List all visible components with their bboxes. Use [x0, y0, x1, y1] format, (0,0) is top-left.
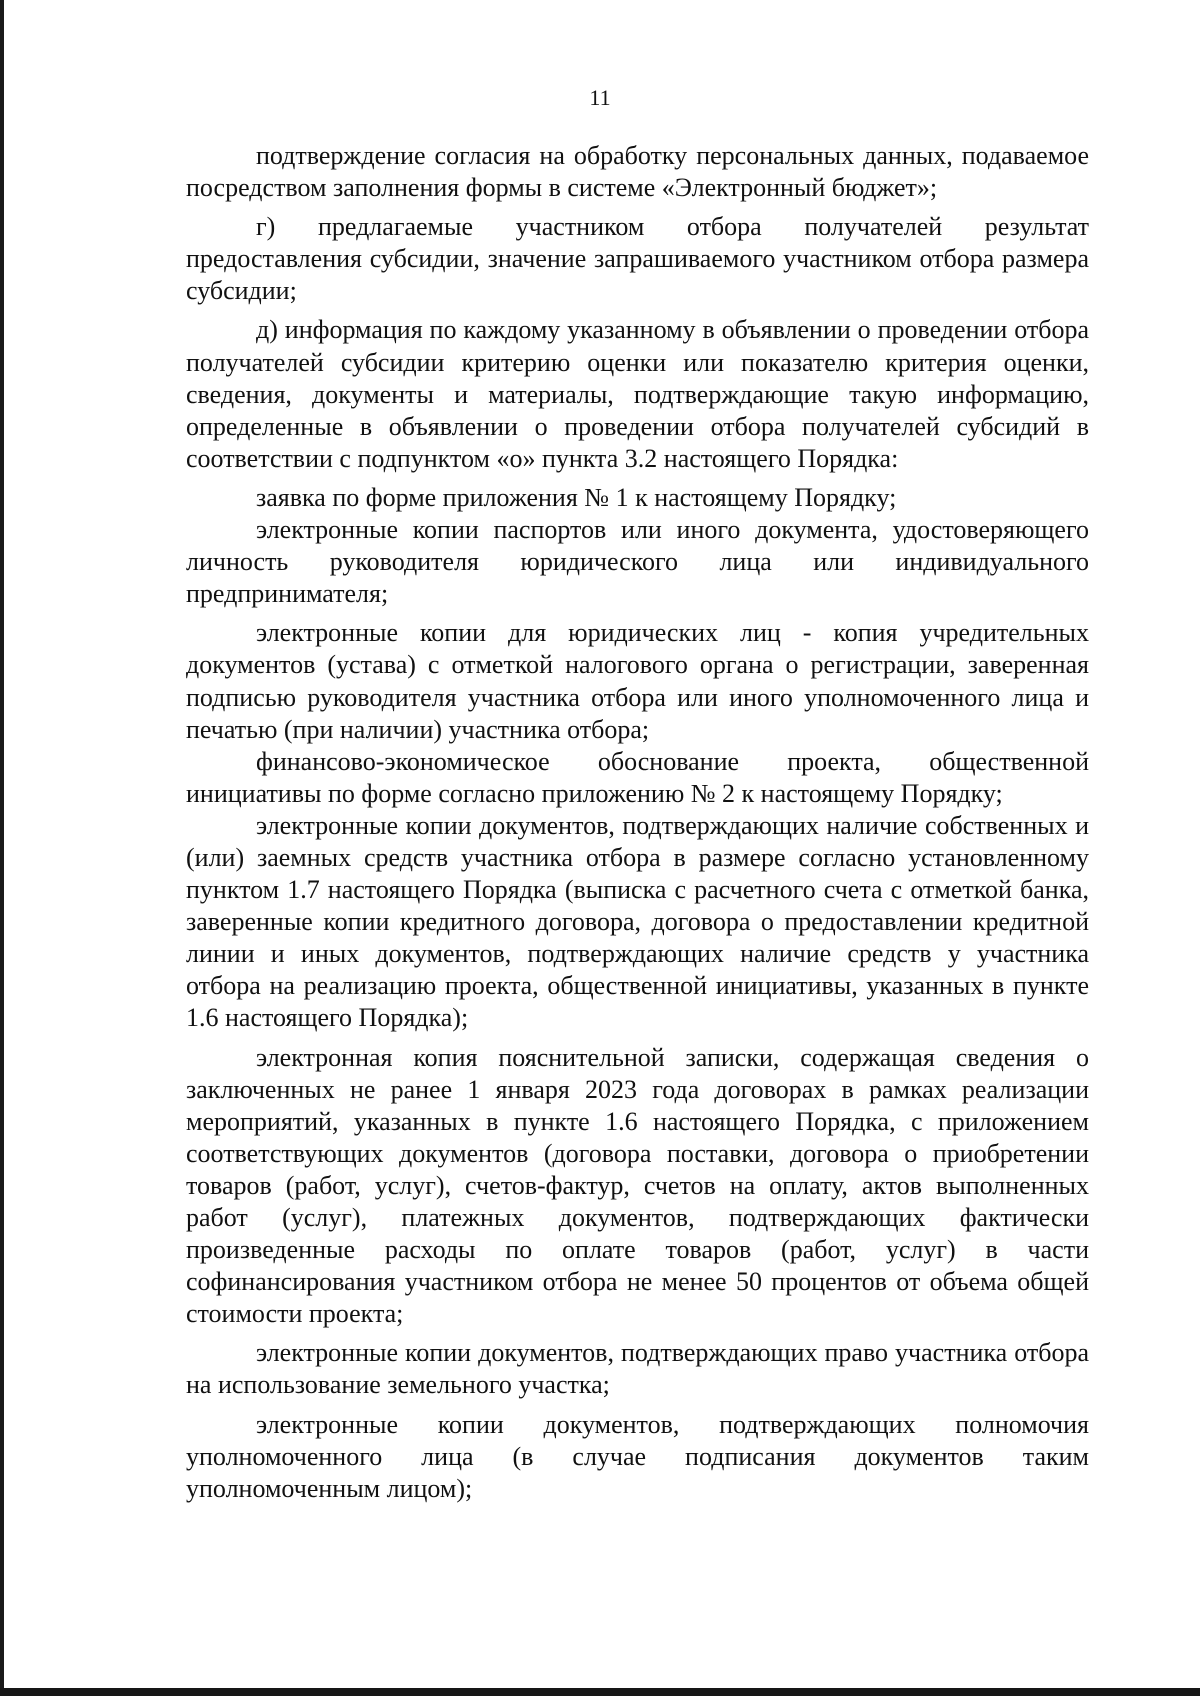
paragraph-passport-copies: электронные копии паспортов или иного документа, удостоверяющего личность руководителя юридического лица или индивидуального предпринимателя; [186, 515, 1089, 609]
paragraph-consent: подтверждение согласия на обработку персональных данных, подаваемое посредством заполнения формы в системе «Электронный бюджет»; [186, 141, 1089, 203]
page-number: 11 [589, 85, 611, 110]
scan-edge-left [0, 0, 4, 1696]
paragraph-item-d: д) информация по каждому указанному в объявлении о проведении отбора получателей субсидии критерию оценки или показателю критерия оценки, сведения, документы и материалы, подтверждающие такую информацию, определенные в объявлении о проведении отбора получателей субсидий в соответствии с подпунктом «о» пункта 3.2 настоящего Порядка: [186, 315, 1089, 473]
paragraph-item-g: г) предлагаемые участником отбора получателей результат предоставления субсидии, значение запрашиваемого участником отбора размера субсидии; [186, 212, 1089, 306]
paragraph-explanatory-note: электронная копия пояснительной записки, содержащая сведения о заключенных не ранее 1 января 2023 года договорах в рамках реализации мероприятий, указанных в пункте 1.6 настоящего Порядка, с приложением соответствующих документов (договора поставки, договора о приобретении товаров (работ, услуг), счетов-фактур, счетов на оплату, актов выполненных работ (услуг), платежных документов, подтверждающих фактически произведенные расходы по оплате товаров (работ, услуг) в части софинансирования участником отбора не менее 50 процентов от объема общей стоимости проекта; [186, 1042, 1089, 1329]
paragraph-application-form: заявка по форме приложения № 1 к настоящему Порядку; [256, 482, 897, 512]
paragraph-founding-documents: электронные копии для юридических лиц - копия учредительных документов (устава) с отметкой налогового органа о регистрации, заверенная подписью руководителя участника отбора или иного уполномоченного лица и печатью (при наличии) участника отбора; [186, 618, 1089, 744]
paragraph-land-rights: электронные копии документов, подтверждающих право участника отбора на использование земельного участка; [186, 1338, 1089, 1400]
paragraph-authority-documents: электронные копии документов, подтверждающих полномочия уполномоченного лица (в случае подписания документов таким уполномоченным лицом); [186, 1409, 1089, 1503]
document-body [186, 140, 1089, 1505]
paragraph-funds-documents: электронные копии документов, подтверждающих наличие собственных и (или) заемных средств участника отбора в размере согласно установленному пунктом 1.7 настоящего Порядка (выписка с расчетного счета с отметкой банка, заверенные копии кредитного договора, договора о предоставлении кредитной линии и иных документов, подтверждающих наличие средств у участника отбора на реализацию проекта, общественной инициативы, указанных в пункте 1.6 настоящего Порядка); [186, 810, 1089, 1033]
paragraph-financial-justification: финансово-экономическое обоснование проекта, общественной инициативы по форме согласно приложению № 2 к настоящему Порядку; [186, 746, 1089, 808]
scan-edge-bottom [0, 1688, 1200, 1696]
